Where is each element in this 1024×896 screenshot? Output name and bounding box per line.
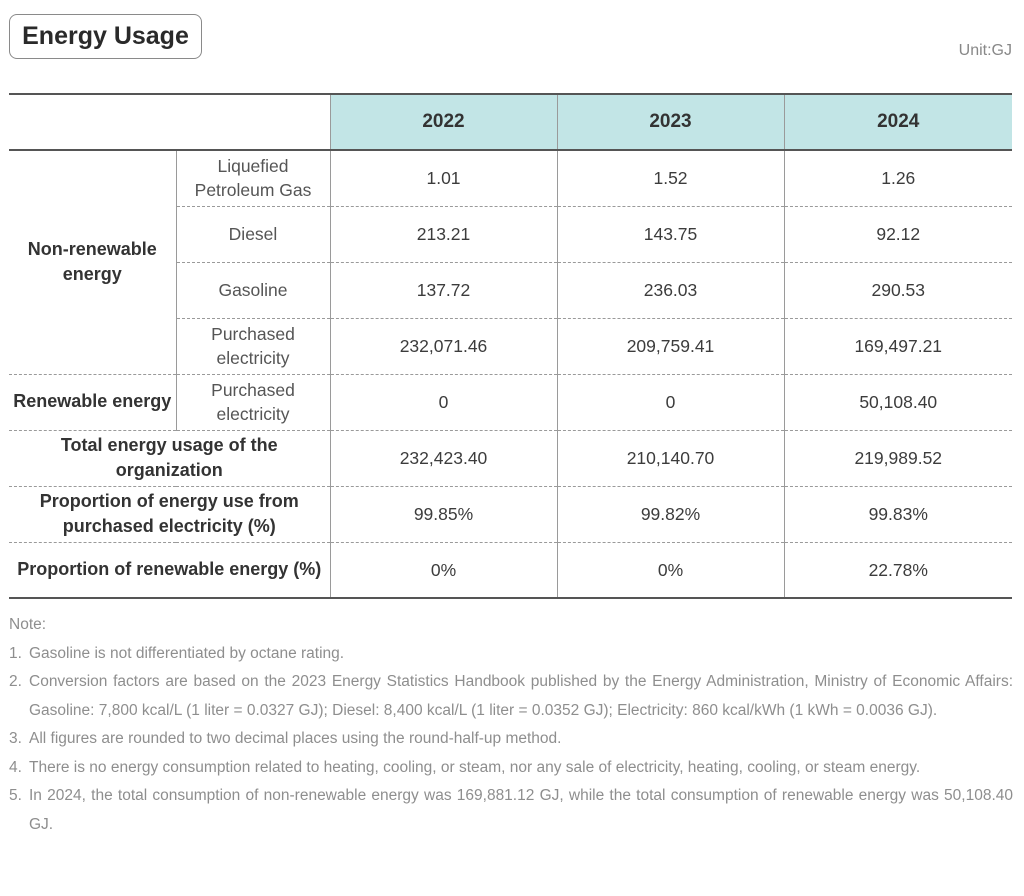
- note-number: 1.: [9, 644, 22, 662]
- cell-prop-purchased-2022: 99.85%: [330, 486, 557, 542]
- page-title: Energy Usage: [9, 14, 202, 59]
- header-year-2022: 2022: [330, 94, 557, 150]
- note-text: Gasoline is not differentiated by octane rating.: [29, 644, 345, 662]
- header-year-2023: 2023: [557, 94, 784, 150]
- row-label-diesel: Diesel: [176, 206, 330, 262]
- cell-renewable-2024: 50,108.40: [784, 374, 1012, 430]
- header-empty-cell: [9, 94, 330, 150]
- cell-prop-renewable-2024: 22.78%: [784, 542, 1012, 598]
- note-number: 5.: [9, 787, 22, 804]
- header-year-2024: 2024: [784, 94, 1012, 150]
- cell-total-2024: 219,989.52: [784, 430, 1012, 486]
- note-item: [9, 725, 1013, 754]
- cell-renewable-2023: 0: [557, 374, 784, 430]
- note-number: 2.: [9, 673, 22, 690]
- cell-prop-purchased-2024: 99.83%: [784, 486, 1012, 542]
- table-row: [9, 150, 1012, 206]
- category-nonrenewable: Non-renewable energy: [9, 150, 176, 374]
- table-row: [9, 374, 1012, 430]
- cell-prop-renewable-2022: 0%: [330, 542, 557, 598]
- cell-gasoline-2023: 236.03: [557, 262, 784, 318]
- cell-diesel-2023: 143.75: [557, 206, 784, 262]
- cell-purchased-electricity-2023: 209,759.41: [557, 318, 784, 374]
- cell-total-2022: 232,423.40: [330, 430, 557, 486]
- notes-section: [9, 611, 1013, 839]
- cell-lpg-2023: 1.52: [557, 150, 784, 206]
- cell-lpg-2024: 1.26: [784, 150, 1012, 206]
- note-text: Conversion factors are based on the 2023 Energy Statistics Handbook published by the Energy Administration, Ministry of Economic Affairs: Gasoline: 7,800 kcal/L (1 liter = 0.0327 GJ); Diesel: 8,400 kcal/L (1 liter = 0.0352 GJ); Electricity: 860 kcal/kWh (1 kWh = 0.0036 GJ).: [29, 673, 1013, 719]
- note-number: 4.: [9, 758, 22, 776]
- row-label-prop-renewable: Proportion of renewable energy (%): [9, 542, 330, 598]
- row-label-total: Total energy usage of the organization: [9, 430, 330, 486]
- cell-lpg-2022: 1.01: [330, 150, 557, 206]
- cell-prop-purchased-2023: 99.82%: [557, 486, 784, 542]
- cell-gasoline-2022: 137.72: [330, 262, 557, 318]
- note-item: [9, 668, 1013, 725]
- table-row: [9, 542, 1012, 598]
- note-number: 3.: [9, 730, 22, 747]
- cell-renewable-2022: 0: [330, 374, 557, 430]
- note-text: There is no energy consumption related to heating, cooling, or steam, nor any sale of electricity, heating, cooling, or steam energy.: [29, 758, 921, 776]
- note-item: [9, 640, 1013, 669]
- note-text: All figures are rounded to two decimal places using the round-half-up method.: [29, 730, 562, 747]
- cell-diesel-2024: 92.12: [784, 206, 1012, 262]
- row-label-prop-purchased: Proportion of energy use from purchased electricity (%): [9, 486, 330, 542]
- cell-purchased-electricity-2024: 169,497.21: [784, 318, 1012, 374]
- row-label-gasoline: Gasoline: [176, 262, 330, 318]
- row-label-lpg: Liquefied Petroleum Gas: [176, 150, 330, 206]
- row-label-renewable-purchased-electricity: Purchased electricity: [176, 374, 330, 430]
- cell-total-2023: 210,140.70: [557, 430, 784, 486]
- cell-prop-renewable-2023: 0%: [557, 542, 784, 598]
- note-item: [9, 754, 1013, 783]
- table-row: [9, 486, 1012, 542]
- cell-diesel-2022: 213.21: [330, 206, 557, 262]
- table-row: [9, 430, 1012, 486]
- energy-usage-table: [9, 93, 1012, 599]
- unit-label: Unit:GJ: [958, 42, 1012, 59]
- cell-purchased-electricity-2022: 232,071.46: [330, 318, 557, 374]
- notes-heading: Note:: [9, 616, 47, 633]
- note-text: In 2024, the total consumption of non-renewable energy was 169,881.12 GJ, while the total consumption of renewable energy was 50,108.40 GJ.: [29, 787, 1013, 833]
- category-renewable: Renewable energy: [9, 374, 176, 430]
- table-header-row: [9, 94, 1012, 150]
- note-item: [9, 782, 1013, 839]
- row-label-purchased-electricity: Purchased electricity: [176, 318, 330, 374]
- cell-gasoline-2024: 290.53: [784, 262, 1012, 318]
